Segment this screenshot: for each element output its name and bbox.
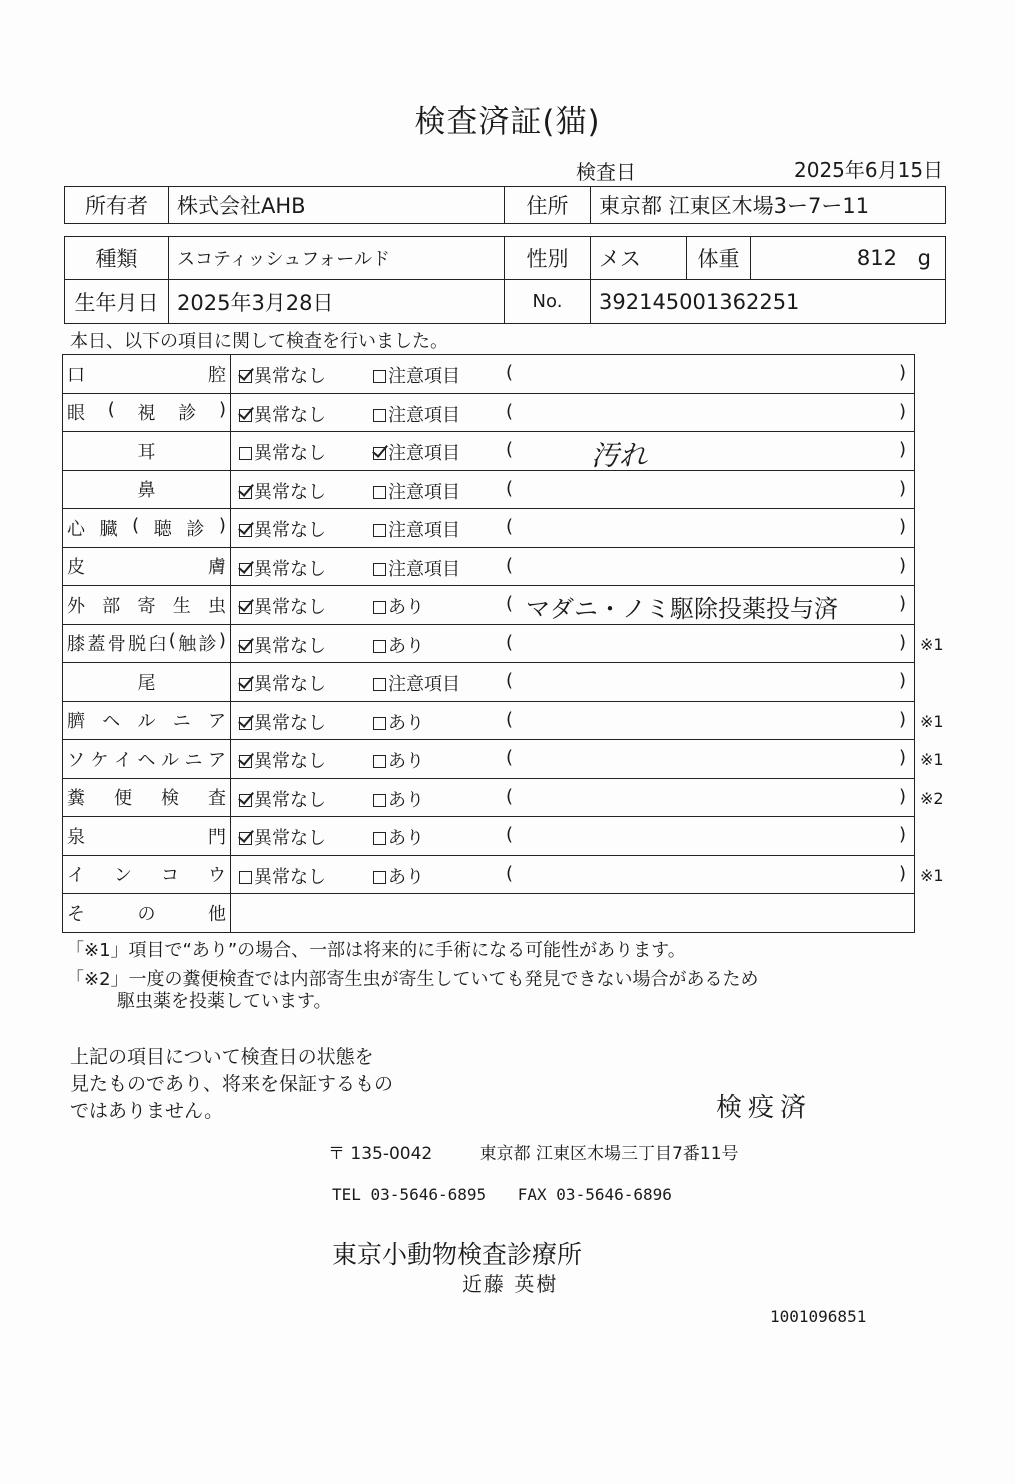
finding-option-label: 注意項目 xyxy=(388,443,460,464)
finding-option-label: あり xyxy=(388,789,424,811)
normal-option[interactable] xyxy=(239,593,326,619)
exam-result-cell xyxy=(231,547,915,586)
number-label: No. xyxy=(505,280,591,324)
finding-option-label: 注意項目 xyxy=(388,366,460,387)
serial-number: 1001096851 xyxy=(770,1307,867,1326)
finding-option-label: 注意項目 xyxy=(388,481,460,503)
checkbox-icon[interactable] xyxy=(373,370,386,383)
owner-table xyxy=(64,186,946,224)
exam-result-cell xyxy=(231,701,915,740)
close-paren: ) xyxy=(898,593,906,614)
open-paren: ( xyxy=(506,670,514,691)
checkbox-icon[interactable] xyxy=(373,524,386,537)
disclaimer-line: 見たものであり、将来を保証するもの xyxy=(70,1073,394,1095)
normal-option[interactable] xyxy=(239,362,326,388)
exam-item-label xyxy=(63,701,231,740)
finding-option[interactable] xyxy=(373,439,460,465)
finding-option-label: 注意項目 xyxy=(388,520,460,541)
normal-option[interactable] xyxy=(239,670,326,696)
checkbox-icon[interactable] xyxy=(239,871,252,884)
normal-option[interactable] xyxy=(239,863,326,889)
close-paren: ) xyxy=(898,400,906,422)
address-value: 東京都 江東区木場3ー7ー11 xyxy=(591,187,946,224)
exam-note: 汚れ xyxy=(591,439,648,472)
checkbox-icon[interactable] xyxy=(239,794,252,807)
checkbox-icon[interactable] xyxy=(373,409,386,422)
exam-item-text: 尾 xyxy=(137,672,156,694)
normal-option-label: 異常なし xyxy=(254,789,326,811)
quarantine-stamp: 検疫済 xyxy=(716,1093,813,1123)
finding-option[interactable] xyxy=(373,824,424,850)
exam-row xyxy=(63,586,915,625)
exam-row xyxy=(63,393,915,432)
exam-item-label xyxy=(63,393,231,432)
exam-item-label xyxy=(63,509,231,548)
clinic-name: 東京小動物検査診療所 xyxy=(332,1240,583,1269)
exam-item-label xyxy=(63,817,231,856)
pet-info-table xyxy=(64,236,946,324)
checkbox-icon[interactable] xyxy=(239,370,252,383)
exam-result-cell xyxy=(231,470,915,509)
close-paren: ) xyxy=(898,516,906,537)
exam-row xyxy=(63,663,915,702)
close-paren: ) xyxy=(898,708,906,730)
close-paren: ) xyxy=(898,631,906,653)
footnote-2-cont: 駆虫薬を投薬しています。 xyxy=(117,991,332,1012)
exam-item-label xyxy=(63,663,231,702)
owner-value: 株式会社AHB xyxy=(169,187,505,224)
exam-result-cell xyxy=(231,778,915,817)
exam-item-label xyxy=(63,740,231,779)
normal-option[interactable] xyxy=(239,516,326,542)
finding-option-label: あり xyxy=(388,635,424,657)
breed-label: 種類 xyxy=(65,237,169,280)
open-paren: ( xyxy=(506,708,514,730)
checkbox-icon[interactable] xyxy=(373,794,386,807)
checkbox-icon[interactable] xyxy=(373,486,386,499)
exam-item-text: 臍 ヘ ル ニ ア xyxy=(67,711,226,733)
checkbox-icon[interactable] xyxy=(373,832,386,845)
finding-option-label: あり xyxy=(388,866,424,888)
page-title: 検査済証(猫) xyxy=(414,104,601,140)
exam-result-cell xyxy=(231,586,915,625)
checkbox-icon[interactable] xyxy=(239,678,252,691)
checkbox-icon[interactable] xyxy=(239,832,252,845)
intro-text: 本日、以下の項目に関して検査を行いました。 xyxy=(70,331,448,352)
footnote-mark: ※2 xyxy=(920,788,944,808)
open-paren: ( xyxy=(506,400,514,422)
sex-label: 性別 xyxy=(505,237,591,280)
exam-item-label xyxy=(63,624,231,663)
normal-option-label: 異常なし xyxy=(254,674,326,695)
exam-item-text: ソ ケ イ ヘ ル ニ ア xyxy=(67,749,226,771)
finding-option[interactable] xyxy=(373,555,460,581)
exam-row-other xyxy=(63,894,915,933)
normal-option[interactable] xyxy=(239,747,326,773)
normal-option-label: 異常なし xyxy=(254,635,326,657)
exam-item-text: 糞 便 検 査 xyxy=(67,788,226,810)
tel-number: TEL 03-5646-6895 xyxy=(332,1185,487,1204)
footnote-mark: ※1 xyxy=(920,750,944,769)
finding-option[interactable] xyxy=(373,709,424,735)
weight-cell xyxy=(751,237,946,280)
normal-option-label: 異常なし xyxy=(254,828,326,849)
checkbox-icon[interactable] xyxy=(373,755,386,768)
exam-item-text: 泉 門 xyxy=(67,826,226,848)
exam-item-text: 外 部 寄 生 虫 xyxy=(67,595,226,617)
finding-option-label: 注意項目 xyxy=(388,674,460,695)
owner-label: 所有者 xyxy=(65,187,169,224)
open-paren: ( xyxy=(506,516,514,537)
exam-item-label xyxy=(63,355,231,394)
exam-item-text: 口 腔 xyxy=(67,364,226,386)
normal-option-label: 異常なし xyxy=(254,443,326,464)
exam-item-label xyxy=(63,547,231,586)
exam-row xyxy=(63,701,915,740)
exam-result-cell xyxy=(231,740,915,779)
exam-item-text: 耳 xyxy=(137,441,156,463)
close-paren: ) xyxy=(898,362,906,383)
finding-option-label: あり xyxy=(388,712,424,734)
close-paren: ) xyxy=(898,862,906,884)
close-paren: ) xyxy=(898,670,906,691)
exam-item-text: イ ン コ ウ xyxy=(67,865,226,887)
exam-result-cell xyxy=(231,509,915,548)
close-paren: ) xyxy=(898,824,906,845)
open-paren: ( xyxy=(506,824,514,845)
footnote-mark: ※1 xyxy=(920,634,944,654)
exam-row xyxy=(63,432,915,471)
close-paren: ) xyxy=(898,785,906,807)
other-label: そ の 他 xyxy=(67,903,226,925)
finding-option-label: 注意項目 xyxy=(388,558,460,580)
exam-result-cell xyxy=(231,624,915,663)
open-paren: ( xyxy=(506,747,514,768)
number-value: 392145001362251 xyxy=(591,280,946,324)
checkbox-icon[interactable] xyxy=(239,563,252,576)
normal-option-label: 異常なし xyxy=(254,866,326,888)
close-paren: ) xyxy=(898,554,906,576)
exam-note: マダニ・ノミ駆除投薬投与済 xyxy=(526,595,838,623)
normal-option-label: 異常なし xyxy=(254,558,326,580)
exam-row xyxy=(63,624,915,663)
footnote-1: 「※1」項目で“あり”の場合、一部は将来的に手術になる可能性があります。 xyxy=(66,940,686,961)
finding-option-label: あり xyxy=(388,751,424,772)
address-label: 住所 xyxy=(505,187,591,224)
finding-option[interactable] xyxy=(373,747,424,773)
exam-item-label xyxy=(63,586,231,625)
checkbox-icon[interactable] xyxy=(239,524,252,537)
footnote-mark: ※1 xyxy=(920,711,944,731)
open-paren: ( xyxy=(506,477,514,499)
exam-item-label xyxy=(63,470,231,509)
exam-item-text: 心 臓 ( 聴 診 ) xyxy=(67,514,226,540)
close-paren: ) xyxy=(898,439,906,460)
exam-result-cell xyxy=(231,817,915,856)
weight-label: 体重 xyxy=(687,237,751,280)
finding-option[interactable] xyxy=(373,593,424,619)
checkbox-icon[interactable] xyxy=(373,717,386,730)
exam-row xyxy=(63,509,915,548)
exam-item-text: 膝 蓋 骨 脱 臼 ( 触 診 ) xyxy=(67,630,226,656)
inspection-date-value: 2025年6月15日 xyxy=(794,158,944,182)
exam-result-cell xyxy=(231,855,915,894)
checkbox-icon[interactable] xyxy=(239,447,252,460)
birthdate-value: 2025年3月28日 xyxy=(169,280,505,324)
open-paren: ( xyxy=(506,862,514,884)
finding-option[interactable] xyxy=(373,516,460,542)
normal-option-label: 異常なし xyxy=(254,751,326,772)
finding-option[interactable] xyxy=(373,401,460,427)
normal-option-label: 異常なし xyxy=(254,404,326,426)
exam-result-cell xyxy=(231,393,915,432)
exam-item-label xyxy=(63,855,231,894)
exam-row xyxy=(63,740,915,779)
checkbox-icon[interactable] xyxy=(239,486,252,499)
checkbox-icon[interactable] xyxy=(373,871,386,884)
footnote-2: 「※2」一度の糞便検査では内部寄生虫が寄生していても発見できない場合があるため xyxy=(66,969,759,990)
exam-row xyxy=(63,470,915,509)
disclaimer xyxy=(70,1044,393,1125)
breed-value: スコティッシュフォールド xyxy=(169,237,505,280)
exam-row xyxy=(63,817,915,856)
open-paren: ( xyxy=(506,631,514,653)
exam-row xyxy=(63,355,915,394)
finding-option-label: あり xyxy=(388,597,424,618)
finding-option[interactable] xyxy=(373,786,424,812)
normal-option-label: 異常なし xyxy=(254,481,326,503)
disclaimer-line: ではありません。 xyxy=(70,1100,224,1122)
finding-option[interactable] xyxy=(373,863,424,889)
checkbox-icon[interactable] xyxy=(239,717,252,730)
fax-number: FAX 03-5646-6896 xyxy=(517,1185,672,1204)
exam-result-cell xyxy=(231,432,915,471)
finding-option[interactable] xyxy=(373,478,460,504)
checkbox-icon[interactable] xyxy=(373,563,386,576)
sex-value: メス xyxy=(591,237,687,280)
normal-option-label: 異常なし xyxy=(254,520,326,541)
normal-option[interactable] xyxy=(239,786,326,812)
weight-unit: g xyxy=(917,246,931,270)
checkbox-icon[interactable] xyxy=(373,640,386,653)
checkbox-icon[interactable] xyxy=(239,601,252,614)
exam-item-label xyxy=(63,894,231,933)
normal-option[interactable] xyxy=(239,632,326,658)
checkbox-icon[interactable] xyxy=(239,755,252,768)
exam-result-cell xyxy=(231,355,915,394)
exam-row xyxy=(63,778,915,817)
exam-row xyxy=(63,547,915,586)
normal-option-label: 異常なし xyxy=(254,597,326,618)
open-paren: ( xyxy=(506,593,514,614)
open-paren: ( xyxy=(506,362,514,383)
finding-option[interactable] xyxy=(373,362,460,388)
checkbox-icon[interactable] xyxy=(373,601,386,614)
exam-table xyxy=(62,354,915,933)
checkbox-icon[interactable] xyxy=(239,640,252,653)
checkbox-icon[interactable] xyxy=(373,678,386,691)
finding-option-label: 注意項目 xyxy=(388,404,460,426)
normal-option[interactable] xyxy=(239,401,326,427)
clinic-address-line xyxy=(328,1139,739,1164)
checkbox-icon[interactable] xyxy=(373,447,386,460)
exam-item-text: 鼻 xyxy=(137,480,156,502)
normal-option[interactable] xyxy=(239,709,326,735)
finding-option-label: あり xyxy=(388,828,424,849)
disclaimer-line: 上記の項目について検査日の状態を xyxy=(70,1046,374,1068)
close-paren: ) xyxy=(898,747,906,768)
finding-option[interactable] xyxy=(373,632,424,658)
exam-item-label xyxy=(63,778,231,817)
normal-option[interactable] xyxy=(239,824,326,850)
postal-code: 〒 135-0042 xyxy=(328,1144,433,1164)
open-paren: ( xyxy=(506,785,514,807)
close-paren: ) xyxy=(898,477,906,499)
exam-row xyxy=(63,855,915,894)
normal-option-label: 異常なし xyxy=(254,366,326,387)
exam-item-text: 眼 ( 視 診 ) xyxy=(67,399,226,425)
normal-option[interactable] xyxy=(239,439,326,465)
exam-item-text: 皮 膚 xyxy=(67,557,226,579)
birthdate-label: 生年月日 xyxy=(65,280,169,324)
clinic-address: 東京都 江東区木場三丁目7番11号 xyxy=(479,1144,739,1164)
normal-option-label: 異常なし xyxy=(254,712,326,734)
inspection-date-label: 検査日 xyxy=(576,160,636,184)
responsible-person: 近藤 英樹 xyxy=(462,1272,559,1296)
exam-item-label xyxy=(63,432,231,471)
weight-value: 812 xyxy=(856,246,897,270)
contact-line xyxy=(332,1185,672,1204)
checkbox-icon[interactable] xyxy=(239,409,252,422)
footnote-mark: ※1 xyxy=(920,865,944,885)
finding-option[interactable] xyxy=(373,670,460,696)
open-paren: ( xyxy=(506,439,514,460)
open-paren: ( xyxy=(506,554,514,576)
normal-option[interactable] xyxy=(239,478,326,504)
other-field[interactable] xyxy=(231,894,915,933)
normal-option[interactable] xyxy=(239,555,326,581)
exam-result-cell xyxy=(231,663,915,702)
